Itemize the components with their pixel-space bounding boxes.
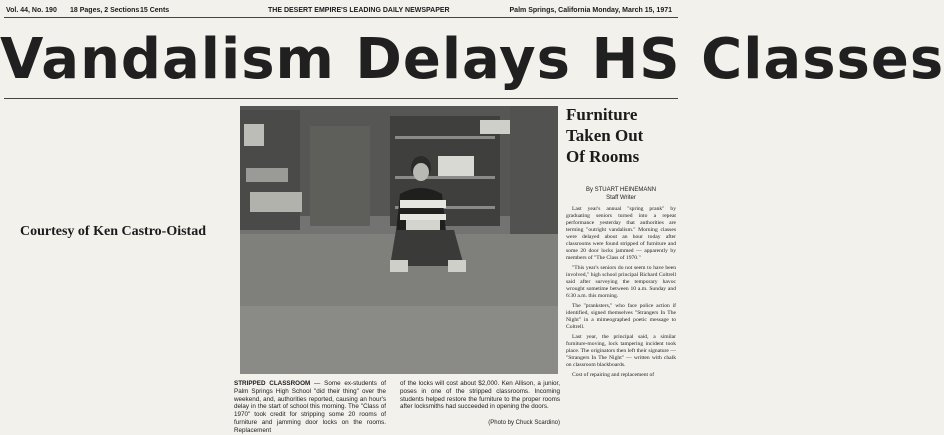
news-photo [240,106,558,374]
byline-title: Staff Writer [606,195,636,201]
photo-caption [234,380,560,434]
sidebar-headline-line: Taken Out [566,126,644,145]
sidebar-headline [566,104,674,167]
article-paragraph: Last year, the principal said, a similar furniture-moving, lock tampering incident took place. The originators then left their signature — "Strangers In The Night" — written with chalk on classroom blackboards. [566,334,676,368]
byline-name: By STUART HEINEMANN [585,187,657,193]
courtesy-credit: Courtesy of Ken Castro-Oistad [20,224,207,239]
caption-column-2: of the locks will cost about $2,000. Ken Allison, a junior, poses in one of the stripped classrooms. Incoming students helped restore the furniture to the proper rooms after locksmiths had succeeded in opening the doors. [400,380,560,411]
caption-lead: STRIPPED CLASSROOM [234,380,311,387]
photo-credit: (Photo by Chuck Scardino) [488,420,560,427]
article-paragraph: Last year's annual "spring prank" by graduating seniors turned into a repeat performance yesterday that authorities are terming "outright vandalism." Morning classes were delayed about an hour today after classrooms were found stripped of furniture and some 20 door locks jammed — apparently by members of "The Class of 1970." [566,206,676,261]
caption-column-1 [234,380,386,435]
byline [566,186,676,202]
caption-text-1: — Some ex-students of Palm Springs High School "did their thing" over the weekend, and, authorities reported, causing an hour's delay in the start of school this morning. The "Class of 1970" took credit for stripping some 20 rooms of furniture and jamming door locks on the rooms. Replacement [234,380,386,434]
headline: Vandalism Delays HS Classes [0,27,944,92]
sidebar-headline-line: Of Rooms [566,147,640,166]
price: 15 Cents [140,7,170,14]
article-paragraph: The "pranksters," who face police action if identified, signed themselves "Strangers In The Night" in a mimeographed poetic message to Coltrell. [566,303,676,330]
article-paragraph: Cost of repairing and replacement of [572,372,655,378]
headline-rule [4,98,678,99]
dateline: Palm Springs, California Monday, March 15, 1971 [509,7,672,14]
sidebar-headline-line: Furniture [566,105,638,124]
article-paragraph: "This year's seniors do not seem to have been involved," high school principal Richard Coltrell said after surveying the temporary havoc wrought sometime between 10 a.m. Sunday and 6:30 a.m. this morning. [566,265,676,299]
masthead-rule [4,17,678,18]
issue-number: Vol. 44, No. 190 [6,7,57,14]
classroom-photo-image [240,106,558,374]
tagline: THE DESERT EMPIRE'S LEADING DAILY NEWSPAPER [268,7,450,14]
page-count: 18 Pages, 2 Sections [70,7,140,14]
article-body [566,206,676,430]
